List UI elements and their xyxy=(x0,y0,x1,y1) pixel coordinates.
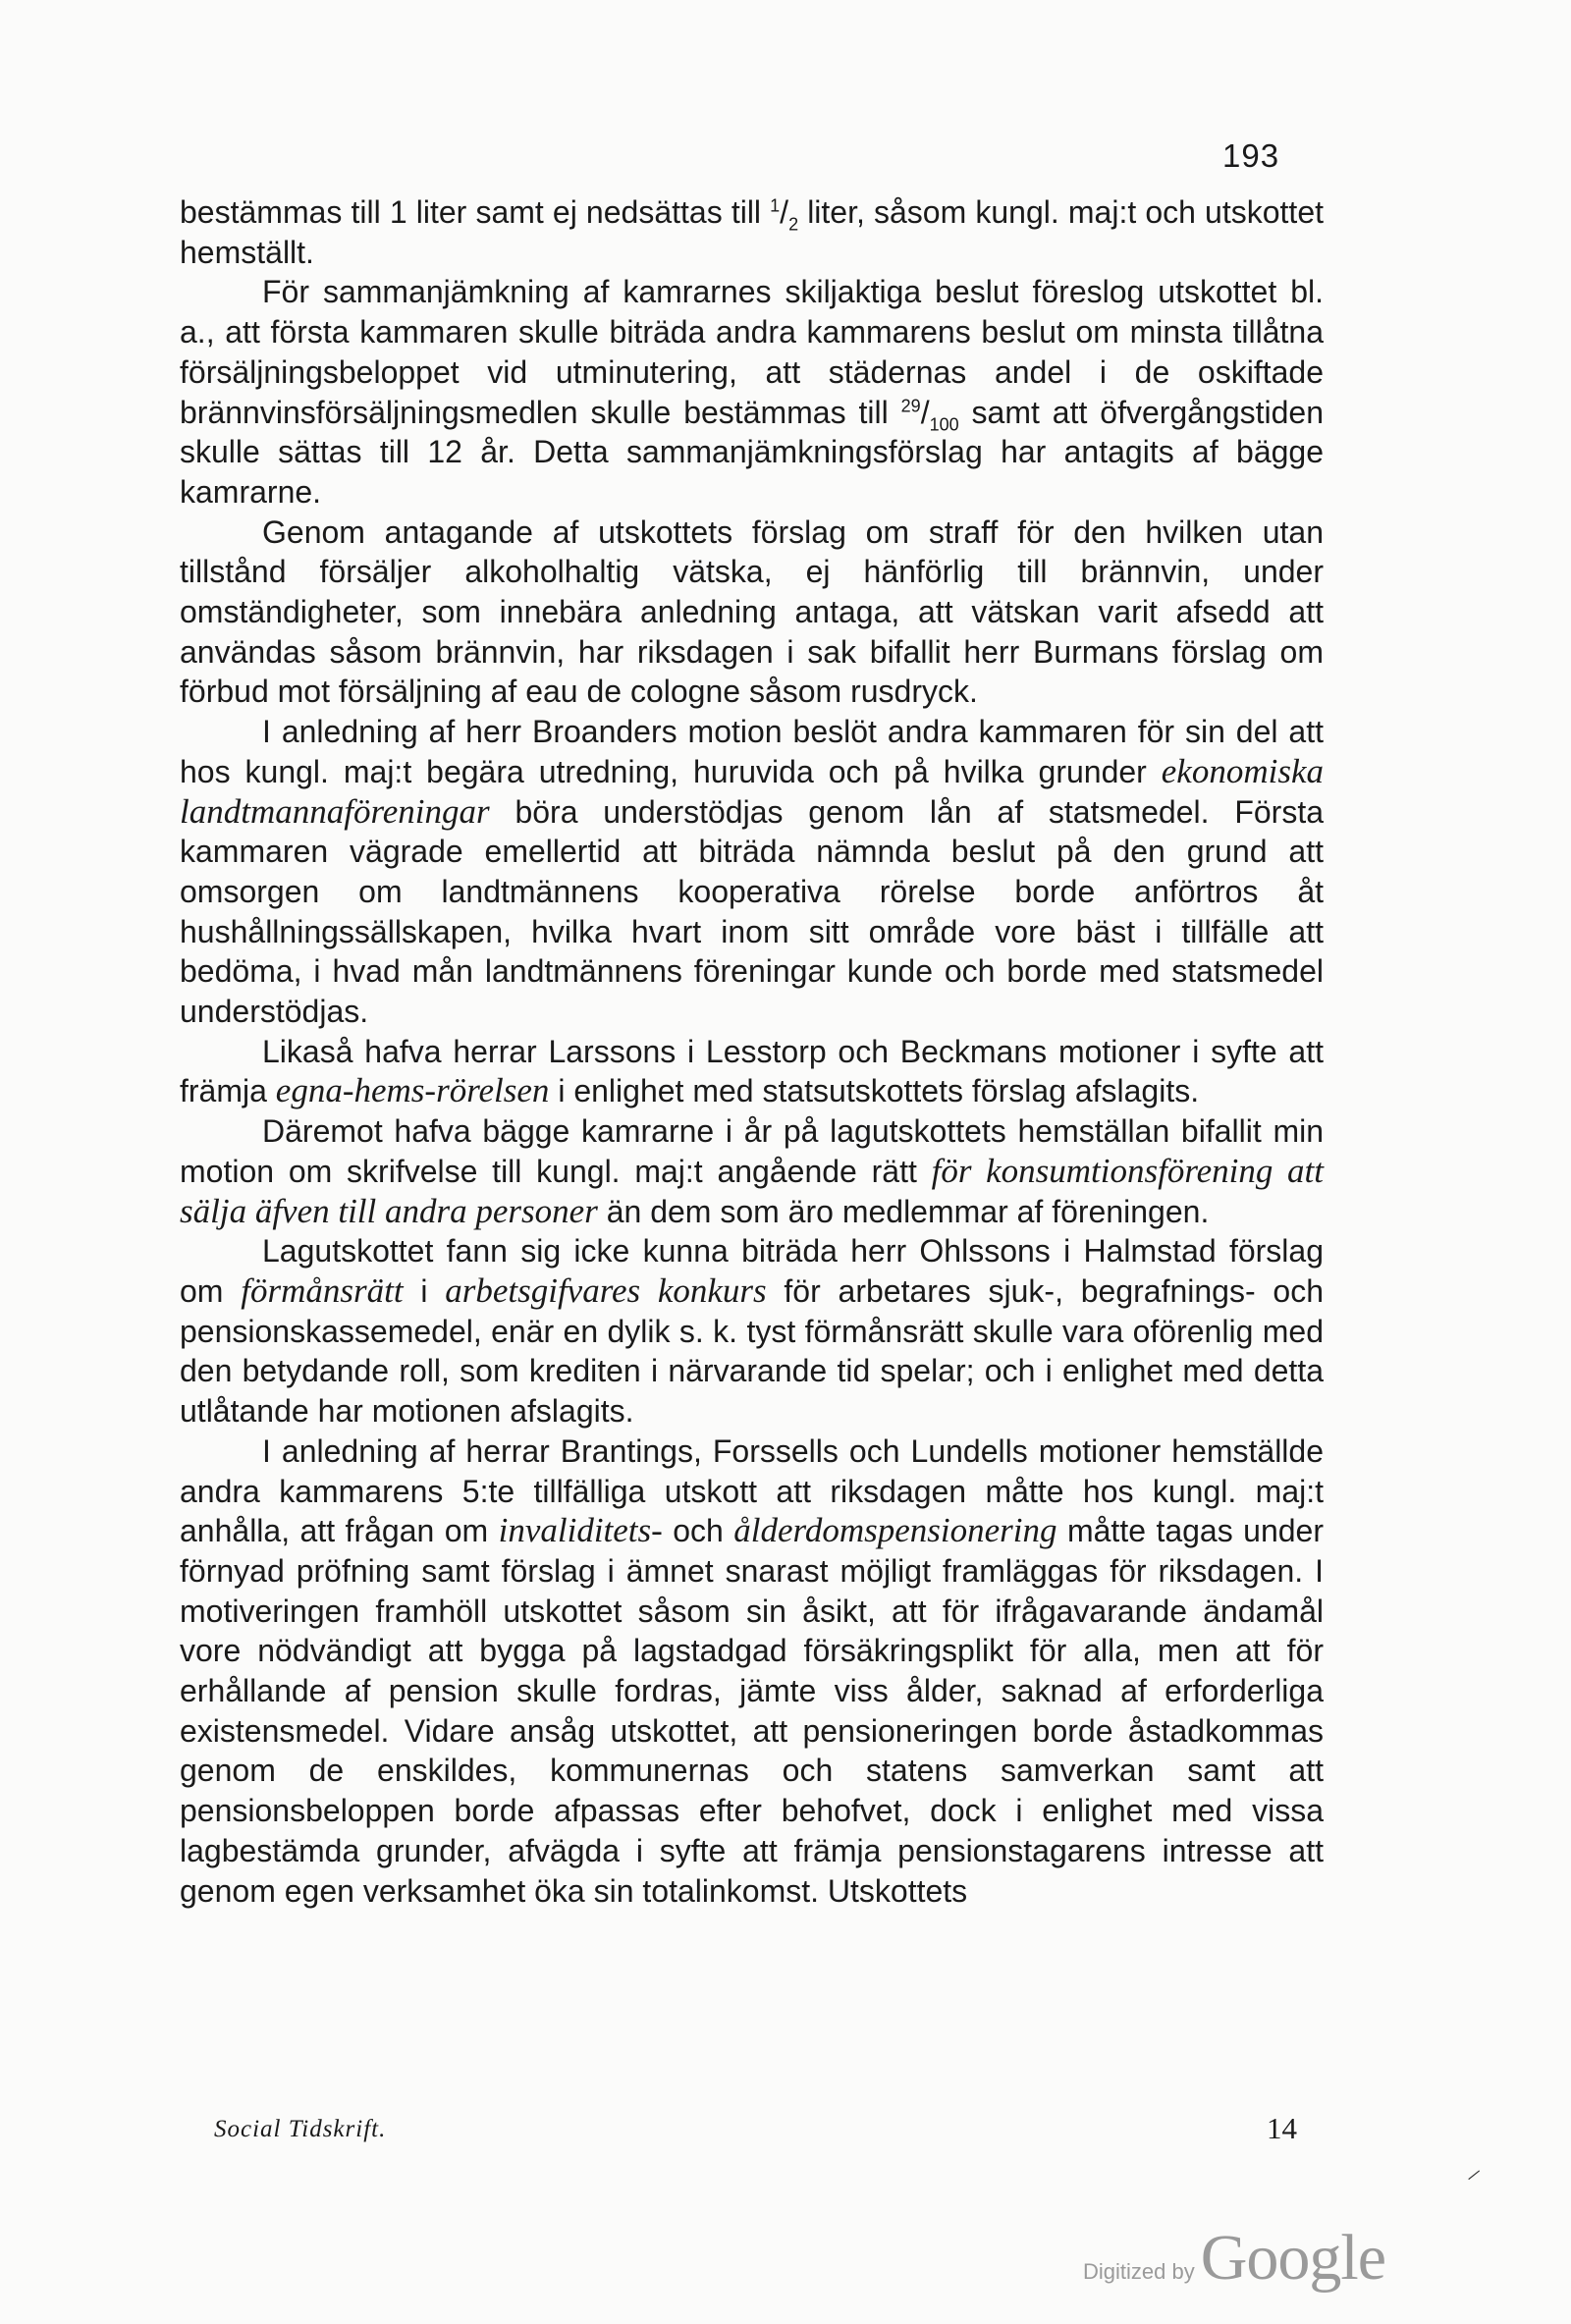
italic-term: ekonomiska landtmannaföreningar xyxy=(180,751,1324,831)
paragraph xyxy=(180,1231,1324,1432)
text-run: Lagutskottet fann sig icke kunna biträda herr Ohlssons i Halmstad förslag om xyxy=(180,1233,1324,1309)
text-run: I anledning af herrar Brantings, Forssells och Lundells motioner hemställde andra kammarens 5:te tillfälliga utskott att riksdagen måtte hos kungl. maj:t anhålla, att frågan om xyxy=(180,1432,1324,1549)
text-run: i enlighet med statsutskottets förslag afslagits. xyxy=(549,1073,1200,1109)
text-run: / xyxy=(780,194,789,230)
text-run: / xyxy=(920,394,930,430)
text-run: bestämmas till 1 liter samt ej nedsättas till xyxy=(180,194,771,230)
paragraph xyxy=(180,1032,1324,1111)
fraction-numerator: 1 xyxy=(770,195,781,216)
text-run: för arbetares sjuk-, begrafnings- och pensionskassemedel, enär en dylik s. k. tyst förmånsrätt skulle vara oförenlig med den betydande roll, som krediten i närvarande tid spelar; och i enlighet med detta utlåtande har motionen afslagits. xyxy=(180,1272,1325,1430)
fraction-denominator: 100 xyxy=(929,413,959,434)
text-run: och xyxy=(662,1513,734,1549)
digitized-watermark xyxy=(1083,2221,1385,2296)
italic-term: arbetsgifvares konkurs xyxy=(445,1270,767,1310)
italic-term: egna-hems-rörelsen xyxy=(275,1071,550,1110)
text-run: böra understödjas genom lån af statsmedel. Första kammaren vägrade emellertid att biträda nämnda beslut på den grund att omsorgen om landtmännens kooperativa rörelse borde anförtros åt hushållningssällskapen, hvilka hvart inom sitt område vore bäst i tillfälle att bedöma, i hvad mån landtmännens föreningar kunde och borde med statsmedel understödjas. xyxy=(180,793,1324,1030)
text-run: Likaså hafva herrar Larssons i Lesstorp och Beckmans motioner i syfte att främja xyxy=(180,1033,1324,1109)
paragraph xyxy=(180,192,1324,272)
text-run: I anledning af herr Broanders motion beslöt andra kammaren för sin del att hos kungl. maj:t begära utredning, huruvida och på hvilka grunder xyxy=(180,714,1324,789)
text-run: i xyxy=(403,1272,446,1309)
paragraph xyxy=(180,513,1324,713)
italic-term: för konsumtionsförening att sälja äfven till andra personer xyxy=(180,1151,1324,1230)
text-run: Däremot hafva bägge kamrarne i år på lagutskottets hemställan bifallit min motion om skrifvelse till kungl. maj:t angående rätt xyxy=(180,1113,1324,1189)
signature-mark: 14 xyxy=(1267,2111,1297,2145)
watermark-prefix: Digitized by xyxy=(1083,2259,1195,2284)
italic-term: ålderdomspensionering xyxy=(733,1511,1057,1550)
paragraph xyxy=(180,272,1324,512)
text-run: måtte tagas under förnyad pröfning samt förslag i ämnet snarast möjligt framläggas för riksdagen. I motiveringen framhöll utskottet såsom sin åsikt, att för ifrågavarande ändamål vore nödvändigt att bygga på lagstadgad försäkringsplikt för alla, men att för erhållande af pension skulle fordras, jämte viss ålder, saknad af erforderliga existensmedel. Vidare ansåg utskottet, att pensioneringen borde åstadkommas genom de enskildes, kommunernas och statens samverkan samt att pensionsbeloppen borde afpassas efter behofvet, dock i enlighet med vissa lagbestämda grunder, afvägda i syfte att främja pensionstagarens intresse att genom egen verksamhet öka sin totalinkomst. Utskottets xyxy=(180,1513,1324,1909)
italic-term: invaliditets- xyxy=(498,1511,663,1550)
fraction-denominator: 2 xyxy=(788,214,799,235)
page-number: 193 xyxy=(1222,137,1280,174)
google-logo: Google xyxy=(1200,2222,1386,2294)
body-text xyxy=(180,192,1324,1911)
text-run: För sammanjämkning af kamrarnes skiljaktiga beslut föreslog utskottet bl. a., att första kammaren skulle biträda andra kammarens beslut om minsta tillåtna försäljningsbeloppet vid utminutering, att städernas andel i de oskiftade brännvinsförsäljningsmedlen skulle bestämmas till xyxy=(180,274,1324,430)
paragraph xyxy=(180,1432,1324,1911)
text-run: än dem som äro medlemmar af föreningen. xyxy=(597,1193,1210,1229)
italic-term: förmånsrätt xyxy=(241,1270,404,1310)
journal-footer: Social Tidskrift. xyxy=(214,2116,387,2142)
paragraph xyxy=(180,712,1324,1032)
text-run: samt att öfvergångstiden skulle sättas till 12 år. Detta sammanjämkningsförslag har antagits af bägge kamrarne. xyxy=(180,394,1325,510)
fraction-numerator: 29 xyxy=(900,395,921,415)
margin-mark: ⸝ xyxy=(1467,2155,1481,2185)
text-run: liter, såsom kungl. maj:t och utskottet hemställt. xyxy=(180,194,1325,270)
paragraph xyxy=(180,1111,1324,1231)
text-run: Genom antagande af utskottets förslag om straff för den hvilken utan tillstånd försäljer alkoholhaltig vätska, ej hänförlig till brännvin, under omständigheter, som innebära anledning antaga, att vätskan varit afsedd att användas såsom brännvin, har riksdagen i sak bifallit herr Burmans förslag om förbud mot försäljning af eau de cologne såsom rusdryck. xyxy=(180,513,1324,710)
